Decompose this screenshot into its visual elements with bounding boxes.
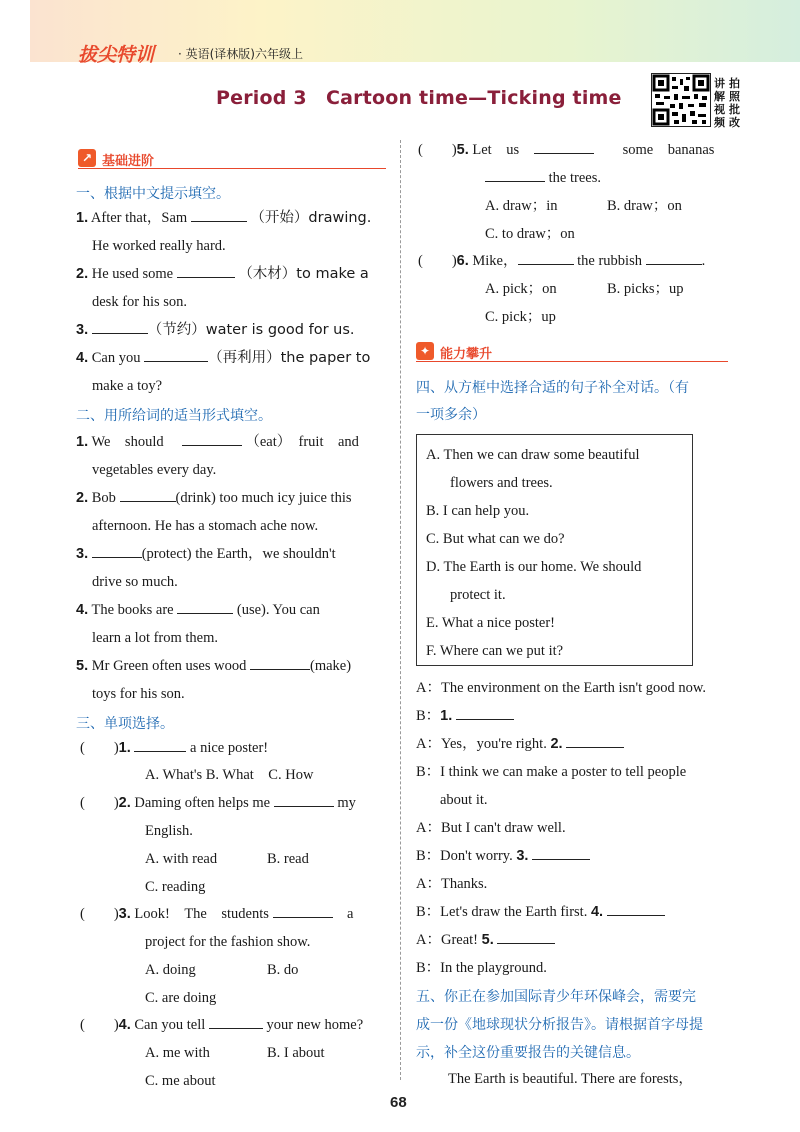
s3-q5-line2: the trees. (485, 168, 601, 188)
s2-q4-line1: 4. The books are (use). You can (76, 602, 320, 618)
box-option-a-cont: flowers and trees. (450, 475, 553, 491)
page-number: 68 (390, 1094, 407, 1111)
s1-q3-line1: 3. （节约）water is good for us. (76, 322, 355, 338)
section-3-heading: 三、单项选择。 (76, 716, 174, 732)
s1-q4-line2: make a toy? (92, 378, 163, 394)
badge-underline (416, 361, 728, 362)
s1-q1-line1: 1. After that，Sam （开始）drawing. (76, 210, 372, 226)
section-5-heading-line3: 示，补全这份重要报告的关键信息。 (416, 1045, 640, 1061)
qr-code-icon[interactable] (651, 73, 711, 127)
section-4-heading-line2: 一项多余） (416, 407, 486, 423)
answer-blank[interactable] (92, 320, 148, 334)
s3-q6-option-c[interactable]: C. pick；up (485, 309, 556, 325)
badge-underline (78, 168, 386, 169)
s2-q5-line1: 5. Mr Green often uses wood (make) (76, 658, 352, 674)
answer-blank[interactable] (518, 251, 574, 265)
s3-q5-line1: ( )5. Let us some bananas (418, 142, 715, 158)
answer-blank[interactable] (191, 208, 247, 222)
dialog-line-10: B：In the playground. (416, 960, 547, 976)
section-5-passage: The Earth is beautiful. There are forests， (448, 1071, 693, 1087)
box-option-b: B. I can help you. (426, 503, 530, 519)
badge-basic: ↗ 基础进阶 (78, 150, 154, 169)
dialog-line-4: B：I think we can make a poster to tell people (416, 764, 687, 780)
s3-q2-option-c[interactable]: C. reading (145, 879, 206, 895)
answer-blank[interactable] (456, 706, 514, 720)
s2-q2-line1: 2. Bob (drink) too much icy juice this (76, 490, 352, 506)
s1-q4-line1: 4. Can you （再利用）the paper to (76, 350, 371, 366)
s3-q4-option-b[interactable]: B. I about (267, 1045, 325, 1061)
s3-q4-line1: ( )4. Can you tell your new home? (80, 1017, 364, 1033)
section-4-heading-line1: 四、从方框中选择合适的句子补全对话。（有 (416, 380, 689, 396)
s3-q2-option-a[interactable]: A. with read (145, 851, 218, 867)
box-option-e: E. What a nice poster! (426, 615, 555, 631)
s3-q3-line2: project for the fashion show. (145, 934, 311, 950)
answer-blank[interactable] (250, 656, 310, 670)
dialog-line-1: A：The environment on the Earth isn't good now. (416, 680, 707, 696)
s3-q2-line2: English. (145, 823, 193, 839)
section-2-heading: 二、用所给词的适当形式填空。 (76, 408, 272, 424)
page-title: Period 3 Cartoon time—Ticking time (216, 87, 622, 109)
answer-blank[interactable] (177, 600, 233, 614)
dialog-line-8: B：Let's draw the Earth first. 4. (416, 902, 665, 922)
box-option-a: A. Then we can draw some beautiful (426, 447, 640, 463)
s2-q3-line2: drive so much. (92, 574, 178, 590)
s3-q3-option-a[interactable]: A. doing (145, 962, 196, 978)
badge-ability: ✦ 能力攀升 (416, 343, 492, 362)
rocket-icon: ✦ (416, 342, 434, 360)
box-option-f: F. Where can we put it? (426, 643, 564, 659)
s1-q2-line2: desk for his son. (92, 294, 188, 310)
brand-logo: 拔尖特训 (78, 45, 155, 66)
s3-q6-option-a[interactable]: A. pick；on (485, 281, 557, 297)
answer-blank[interactable] (209, 1015, 263, 1029)
answer-blank[interactable] (274, 793, 334, 807)
answer-blank[interactable] (182, 432, 242, 446)
s3-q3-option-c[interactable]: C. are doing (145, 990, 217, 1006)
section-1-heading: 一、根据中文提示填空。 (76, 186, 230, 202)
s3-q5-option-c[interactable]: C. to draw；on (485, 226, 575, 242)
section-5-heading-line2: 成一份《地球现状分析报告》。请根据首字母提 (416, 1017, 703, 1033)
s3-q4-option-a[interactable]: A. me with (145, 1045, 210, 1061)
s3-q2-option-b[interactable]: B. read (267, 851, 309, 867)
answer-blank[interactable] (566, 734, 624, 748)
s2-q5-line2: toys for his son. (92, 686, 185, 702)
answer-blank[interactable] (497, 930, 555, 944)
s3-q4-option-c[interactable]: C. me about (145, 1073, 216, 1089)
dialog-line-7: A：Thanks. (416, 876, 488, 892)
answer-blank[interactable] (177, 264, 235, 278)
s1-q2-line1: 2. He used some （木材）to make a (76, 266, 369, 282)
answer-blank[interactable] (532, 846, 590, 860)
s3-q1-line1: ( )1. a nice poster! (80, 740, 269, 756)
box-option-d: D. The Earth is our home. We should (426, 559, 642, 575)
dialog-line-2: B：1. (416, 706, 514, 726)
s3-q6-line1: ( )6. Mike， the rubbish . (418, 253, 706, 269)
answer-blank[interactable] (534, 140, 594, 154)
answer-blank[interactable] (134, 738, 186, 752)
s3-q1-options: A. What's B. What C. How (145, 767, 314, 783)
dialog-line-9: A：Great! 5. (416, 930, 555, 950)
dialog-line-5: A：But I can't draw well. (416, 820, 566, 836)
dialog-line-4-cont: about it. (440, 792, 488, 808)
s3-q5-option-a[interactable]: A. draw；in (485, 198, 558, 214)
flag-icon: ↗ (78, 149, 96, 167)
answer-blank[interactable] (92, 544, 142, 558)
qr-label-col1: 讲 解 视 频 (714, 77, 725, 129)
answer-blank[interactable] (646, 251, 702, 265)
s3-q2-line1: ( )2. Daming often helps me my (80, 795, 356, 811)
column-divider (400, 140, 401, 1080)
s2-q2-line2: afternoon. He has a stomach ache now. (92, 518, 319, 534)
section-5-heading-line1: 五、你正在参加国际青少年环保峰会，需要完 (416, 989, 696, 1005)
s3-q3-line1: ( )3. Look! The students a (80, 906, 354, 922)
s2-q3-line1: 3. (protect) the Earth，we shouldn't (76, 546, 336, 562)
s2-q4-line2: learn a lot from them. (92, 630, 219, 646)
s1-q1-line2: He worked really hard. (92, 238, 226, 254)
dialog-line-3: A：Yes，you're right. 2. (416, 734, 624, 754)
dialog-line-6: B：Don't worry. 3. (416, 846, 590, 866)
answer-blank[interactable] (485, 168, 545, 182)
qr-label-col2: 拍 照 批 改 (729, 77, 740, 129)
box-option-c: C. But what can we do? (426, 531, 565, 547)
s3-q5-option-b[interactable]: B. draw；on (607, 198, 682, 214)
s2-q1-line1: 1. We should （eat） fruit and (76, 434, 359, 450)
answer-blank[interactable] (120, 488, 176, 502)
answer-blank[interactable] (607, 902, 665, 916)
answer-blank[interactable] (144, 348, 208, 362)
box-option-d-cont: protect it. (450, 587, 506, 603)
s2-q1-line2: vegetables every day. (92, 462, 217, 478)
s3-q3-option-b[interactable]: B. do (267, 962, 299, 978)
book-subtitle: · 英语(译林版)六年级上 (178, 47, 303, 61)
s3-q6-option-b[interactable]: B. picks；up (607, 281, 684, 297)
answer-blank[interactable] (273, 904, 333, 918)
